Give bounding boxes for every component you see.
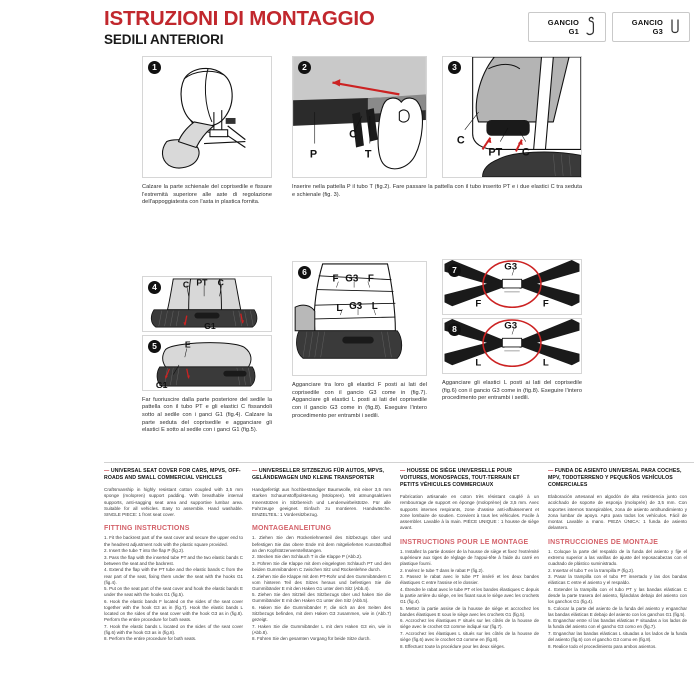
spanish-product-heading: — FUNDA DE ASIENTO UNIVERSAL PARA COCHES, MPV, TODOTERRENO Y PEQUEÑOS VEHÍCULOS COMERCIALES xyxy=(548,468,682,488)
figure-4-label-c2: C xyxy=(217,277,224,288)
figure-7-label-f2: F xyxy=(542,298,549,310)
figure-panel-2 xyxy=(292,56,427,178)
figure-6-label-g3b: G3 xyxy=(349,301,363,313)
instruction-step: 8. Führen Sie den gesamten Vorgang für beide Sitze durch. xyxy=(252,636,371,642)
badge-g3-code: G3 xyxy=(652,27,663,36)
instruction-step: 2. Stecken Sie den Schlauch T in die Klappe P (Abb.2). xyxy=(252,554,363,560)
figure-6-label-g3a: G3 xyxy=(345,273,359,285)
figure-3-illustration xyxy=(443,57,581,177)
instruction-step: 8. Perform the entire procedure for both seats. xyxy=(104,636,197,642)
french-product-heading: — HOUSSE DE SIÈGE UNIVERSELLE POUR VOITURES, MONOSPACES, TOUT-TERRAIN ET PETITS VÉHICULES COMMERCIAUX xyxy=(400,468,520,488)
instruction-step: 5. Mettez la partie assise de la housse de siège et accrochez les bandes élastiques E sous le siège avec les crochets G1 (fig.5). xyxy=(400,605,539,617)
figure-45-caption: Far fuoriuscire dalla parte posteriore del sedile la pattella con il tubo PT e gli elastici C fissandoli sotto al sedile con i ganci G1 (fig.4). Calzare la parte seduta del coprisedile e agganciare gli elastici E sotto al sedile con i ganci G1 (fig.5). xyxy=(142,396,272,434)
french-steps xyxy=(400,549,539,650)
instruction-step: 4. Ziehen Sie die Klappe mit dem PT-Rohr und den Gummibändern C vom hinteren Teil des Sitzes heraus und befestigen Sie die Gummibänder E mit den Haken G1 unter dem Sitz (Abb.4). xyxy=(252,573,391,591)
page-subtitle: SEDILI ANTERIORI xyxy=(104,32,224,47)
instruction-step: 3. Passez le rabat avec le tube PT inséré et les deux bandes élastiques C entre l'assise et le dossier. xyxy=(400,574,539,586)
language-column-german xyxy=(252,468,391,696)
german-description: Handgefertigt aus hochbeständiger Baumwolle, mit einer 3,5 mm starken Schaumstoffpolsterung (Molopren). Mit atmungsaktiven Innenstützen in Sitzbereich und Lendenwirbelstütze. Für alle Fahrzeuge geeignet. Einfach zu montieren. Handwäsche. EINZELTEIL: 1 Vordersitzbezug. xyxy=(252,487,391,518)
figure-2-illustration xyxy=(293,57,426,177)
figure-4-illustration xyxy=(143,277,271,331)
instruction-step: 7. Haken Sie die Gummibänder L mit dem Haken G3 ein, wie in (Abb.8). xyxy=(252,623,391,635)
german-dash: — xyxy=(252,468,259,474)
figure-3-label-c1: C xyxy=(456,134,465,147)
figure-2-label-t: T xyxy=(364,148,372,161)
instruction-step: 2. Insert the tube T into the flap P (fig.2). xyxy=(104,548,185,554)
english-instructions-title: FITTING INSTRUCTIONS xyxy=(104,525,190,533)
german-instructions-title: MONTAGEANLEITUNG xyxy=(252,525,332,533)
english-product-heading: — UNIVERSAL SEAT COVER FOR CARS, MPVS, OFF-ROADS AND SMALL COMMERCIAL VEHICLES xyxy=(104,468,241,481)
instruction-step: 1. Ziehen Sie den Rückenlehnenteil des Sitzbezugs über und befestigen Sie das obere Ende mit dem mitgelieferten Kunststoffteil an den Kopfstützenverstellstangen. xyxy=(252,535,391,553)
instruction-step: 2. Insérez le tube T dans le rabat P (fig.2). xyxy=(400,567,484,573)
french-instructions-title: INSTRUCTIONS POUR LE MONTAGE xyxy=(400,538,529,546)
instruction-step: 6. Accrochez les élastiques F situés sur les côtés de la housse de siège avec le crochet G3 comme indiqué sur (fig.7). xyxy=(400,618,539,630)
french-description: Fabrication artisanale en coton très résistant couplé à un rembourrage de support en éponge (moloprène) de 3,5 mm. Avec supports internes respirants, zone d'assise anti-affaissement et zone lombaire de soutien. Convient à tous les véhicules. Facile à assembler. Lavable à la main. PIÈCE UNIQUE : 1 housse de siège avant. xyxy=(400,494,539,531)
figure-6-label-f1: F xyxy=(332,273,339,285)
figure-8-label-l1: L xyxy=(475,357,482,369)
figure-4-number: 4 xyxy=(148,281,161,294)
instruction-step: 6. Enganchar entre sí las bandas elásticas F situadas a los lados de la funda del asiento con el gancho G3 como en (fig.7). xyxy=(548,618,687,630)
figure-7-number: 7 xyxy=(448,264,461,277)
badge-g3-label: GANCIO xyxy=(631,18,663,27)
figure-4-label-g1: G1 xyxy=(204,320,216,331)
figure-1-caption: Calzare la parte schienale del coprisedile e fissare l'estremità superiore alle aste di regolazione dell'appoggiatesta con l'asta in plastica fornita. xyxy=(142,184,272,206)
section-divider xyxy=(104,462,694,463)
figure-2-label-c: C xyxy=(349,128,357,141)
figure-7-illustration xyxy=(443,260,581,314)
figure-panel-8 xyxy=(442,318,582,374)
figure-column-1 xyxy=(142,56,272,435)
figure-5-number: 5 xyxy=(148,340,161,353)
english-dash: — xyxy=(104,468,111,474)
figure-6-illustration xyxy=(293,262,426,375)
figure-7-label-g3: G3 xyxy=(504,261,518,273)
spanish-description: Elaboración artesanal en algodón de alta resistencia junto con acolchado de soporte de esponja (moloprén) de 3,5 mm. Con soportes internos transpirables, zona de asiento antihundimiento y zona lumbar de apoyo. Apto para todos los vehículos. Fácil de montar. Lavable a mano. PIEZA ÚNICA: 1 funda de asiento delantero. xyxy=(548,494,687,531)
figure-5-label-e: E xyxy=(184,339,191,350)
figure-8-label-l2: L xyxy=(542,357,549,369)
figure-2-number: 2 xyxy=(298,61,311,74)
figure-3-label-c2: C xyxy=(521,146,530,159)
hook-legend xyxy=(528,12,690,42)
instruction-step: 5. Put on the seat part of the seat cover and hook the elastic bands E under the seat with the hooks G1 (fig.5). xyxy=(104,586,243,598)
spanish-instructions-title: INSTRUCCIONES DE MONTAJE xyxy=(548,538,659,546)
figure-5-illustration xyxy=(143,336,271,390)
figure-5-label-g1: G1 xyxy=(155,379,168,390)
instruction-step: 2. Insertar el tubo T en la trampilla P (fig.2). xyxy=(548,567,635,573)
instruction-step: 4. Étendre le rabat avec le tube PT et les bandes élastiques C depuis la partie arrière du siège, en les fixant sous le siège avec les crochets G1 (fig.4). xyxy=(400,586,539,605)
instruction-step: 1. Installez la partie dossier de la housse de siège et fixez l'extrémité supérieure aux tiges de réglage de l'appui-tête à l'aide du carré en plastique fourni. xyxy=(400,548,539,566)
figure-7-label-f1: F xyxy=(475,298,482,310)
figure-panel-4 xyxy=(142,276,272,332)
figure-6-caption: Agganciare tra loro gli elastici F posti ai lati del coprisedile con il gancio G3 come in (fig.7). Agganciare gli elastici L posti ai lati del coprisedile con il gancio G3 come in (fig.8). Eseguire l'intero procedimento per entrambi i sedili. xyxy=(292,382,427,419)
language-column-french xyxy=(400,468,539,696)
badge-gancio-g3 xyxy=(612,12,690,42)
spanish-dash: — xyxy=(548,468,555,474)
figure-78-caption: Agganciare gli elastici L posti ai lati del coprisedile (fig.6) con il gancio G3 come in (fig.8). Eseguire l'intero procedimento per entrambi i sedili. xyxy=(442,380,582,402)
instruction-step: 6. Hook the elastic bands F located on the sides of the seat cover together with the hook G3 as in (fig.7). Hook the elastic bands L located on the sides of the seat cover with the hook G3 as in (fig.8). Perform the entire procedure for both seats. xyxy=(104,598,243,623)
figure-8-illustration xyxy=(443,319,581,373)
instruction-step: 7. Enganchar las bandas elásticas L situadas a los lados de la funda del asiento (fig.6) con el gancho G3 como en (fig.8). xyxy=(548,631,687,643)
instruction-step: 3. Pass the flap with the inserted tube PT and the two elastic bands C between the seat and the backrest. xyxy=(104,554,243,566)
language-column-spanish xyxy=(548,468,687,696)
instruction-step: 6. Haken Sie die Gummibänder F, die sich an den Seiten des Sitzbezugs befinden, mit dem Haken G3 zusammen, wie in (Abb.7) gezeigt. xyxy=(252,605,391,623)
instruction-step: 5. Ziehen Sie den Sitzteil des Sitzbezugs über und haken Sie die Gummibänder E mit den Haken G1 unter den Sitz (Abb.5). xyxy=(252,592,391,604)
figure-8-number: 8 xyxy=(448,323,461,336)
instruction-step: 3. Führen Sie die Klappe mit dem eingelegten Schlauch PT und den beiden Gummibändern C zwischen Sitz und Rückenlehne durch. xyxy=(252,560,391,572)
figure-4-label-pt: PT xyxy=(196,277,208,288)
figure-3-number: 3 xyxy=(448,61,461,74)
figure-panel-5 xyxy=(142,335,272,391)
page-header xyxy=(104,8,694,50)
figure-8-label-g3: G3 xyxy=(504,320,518,332)
instruction-step: 3. Pasar la trampilla con el tubo PT insertado y las dos bandas elásticas C entre el asiento y el respaldo. xyxy=(548,574,687,586)
figure-1-number: 1 xyxy=(148,61,161,74)
figure-panel-3 xyxy=(442,56,582,178)
instruction-step: 8. Effectuez toute la procédure pour les deux sièges. xyxy=(400,643,505,649)
hook-g1-icon xyxy=(583,16,599,38)
instruction-step: 8. Realice todo el procedimiento para ambos asientos. xyxy=(548,643,657,649)
figure-2-label-p: P xyxy=(309,148,318,161)
language-columns xyxy=(104,468,694,696)
instruction-step: 5. Colocar la parte del asiento de la funda del asiento y enganchar las bandas elásticas E debajo del asiento con los ganchos G1 (fig.5). xyxy=(548,605,687,617)
figure-panel-6 xyxy=(292,261,427,376)
figure-6-label-l1: L xyxy=(336,303,343,315)
language-column-english xyxy=(104,468,243,696)
figure-4-label-c1: C xyxy=(182,279,190,290)
figure-6-label-f2: F xyxy=(367,273,374,285)
figure-grid xyxy=(104,56,694,456)
english-steps xyxy=(104,535,243,642)
figure-6-label-l2: L xyxy=(371,301,378,313)
english-description: Craftsmanship in highly resistant cotton coupled with 3,5 mm sponge (molopren) support padding. With breathable internal supports, anti-sagging seat area and supportive lumbar area. Suitable for all vehicles. Easy to assemble. Hand washable. SINGLE PIECE: 1 front seat cover. xyxy=(104,487,243,518)
badge-g1-label: GANCIO xyxy=(547,18,579,27)
instruction-step: 4. Extend the flap with the PT tube and the elastic bands C from the rear part of the seat, fixing them under the seat with the hooks G1 (fig.4). xyxy=(104,567,243,585)
figure-6-number: 6 xyxy=(298,266,311,279)
clip-g3-icon xyxy=(667,16,683,38)
figure-3-label-pt: PT xyxy=(488,146,503,159)
figure-panel-1 xyxy=(142,56,272,178)
page-title: ISTRUZIONI DI MONTAGGIO xyxy=(104,7,375,30)
instruction-step: 1. Fit the backrest part of the seat cover and secure the upper end to the headrest adjustment rods with the plastic square provided. xyxy=(104,535,243,547)
instruction-step: 4. Extender la trampilla con el tubo PT y las bandas elásticas C desde la parte trasera del asiento, fijándolas debajo del asiento con los ganchos G1 (fig.4). xyxy=(548,586,687,605)
instruction-step: 1. Coloque la parte del respaldo de la funda del asiento y fije el extremo superior a las varillas de ajuste del reposacabezas con el cuadrado de plástico suministrado. xyxy=(548,548,687,566)
french-dash: — xyxy=(400,468,407,474)
figure-panel-7 xyxy=(442,259,582,315)
badge-g1-code: G1 xyxy=(568,27,579,36)
german-product-heading: — UNIVERSELLER SITZBEZUG FÜR AUTOS, MPVS, GELÄNDEWAGEN UND KLEINE TRANSPORTER xyxy=(252,468,385,481)
figure-column-3 xyxy=(442,56,582,403)
spanish-steps xyxy=(548,549,687,650)
figure-1-illustration xyxy=(143,57,271,177)
german-steps xyxy=(252,535,391,642)
instruction-step: 7. Accrochez les élastiques L situés sur les côtés de la housse de siège (fig.6) avec le crochet G3 comme en (fig.8). xyxy=(400,631,539,643)
figure-23-caption: Inserire nella pattella P il tubo T (fig.2). Fare passare la pattella con il tubo inserito PT e i due elastici C tra seduta e schienale (fig. 3). xyxy=(292,184,582,198)
badge-gancio-g1 xyxy=(528,12,606,42)
instruction-step: 7. Hook the elastic bands L located on the sides of the seat cover (fig.6) with the hook G3 as in (fig.8). xyxy=(104,623,243,635)
